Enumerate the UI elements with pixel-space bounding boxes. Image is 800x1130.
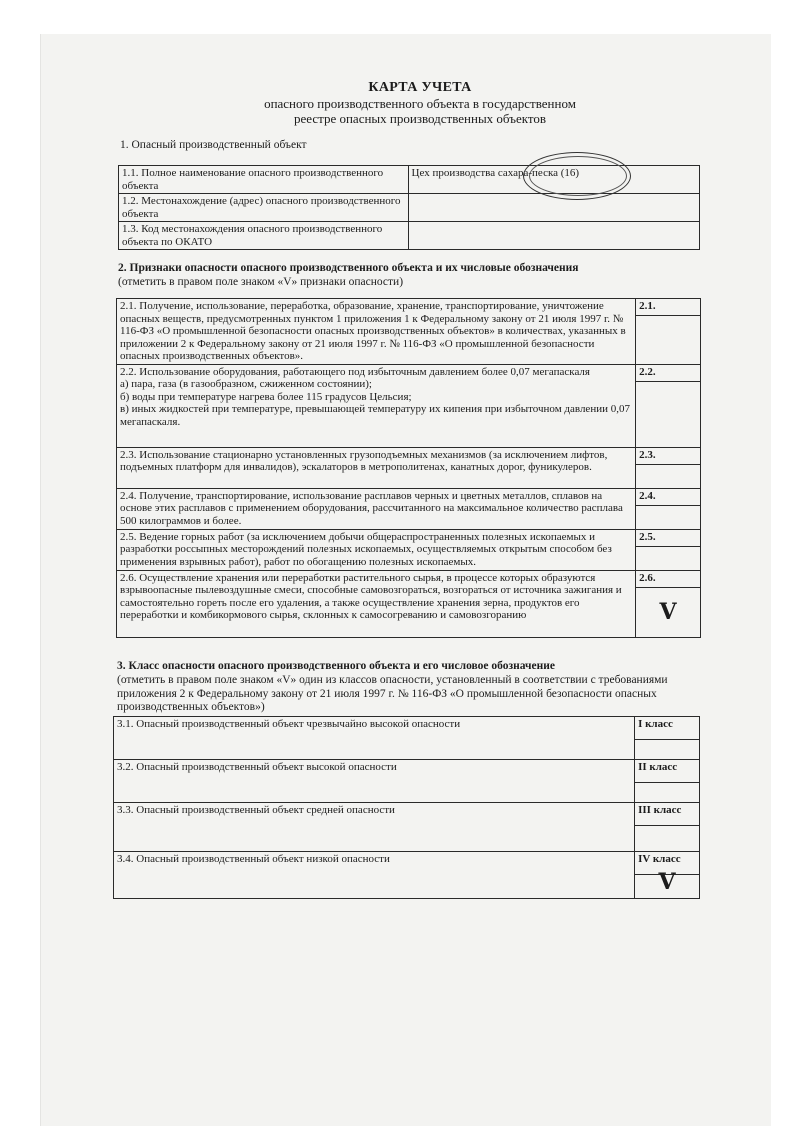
table-row: [117, 529, 701, 546]
object-address-label: 1.2. Местонахождение (адрес) опасного производственного объекта: [119, 194, 409, 222]
section2-table: [116, 298, 701, 638]
hazard-2-3-code: 2.3.: [636, 447, 701, 464]
section1-heading: 1. Опасный производственный объект: [120, 139, 307, 151]
hazard-2-5-mark: [636, 546, 701, 570]
okato-code-value: [408, 222, 699, 250]
class-3-2-mark: [635, 783, 700, 803]
table-row: [114, 760, 700, 783]
class-3-1-label: I класс: [635, 717, 700, 740]
hazard-2-5-text: 2.5. Ведение горных работ (за исключением добычи общераспространенных полезных ископаемых и разработки россыпных месторождений полезных ископаемых, осуществляемых открытым способом без применения взрывных работ), работ по обогащению полезных ископаемых.: [117, 529, 636, 570]
hazard-2-6-mark: V: [636, 587, 701, 637]
table-row: [114, 852, 700, 875]
table-row: [117, 570, 701, 587]
object-name-value: Цех производства сахара-песка (16): [408, 166, 699, 194]
class-3-2-text: 3.2. Опасный производственный объект высокой опасности: [114, 760, 635, 803]
section3-heading: 3. Класс опасности опасного производственного объекта и его числовое обозначение: [117, 660, 555, 672]
hazard-2-6-text: 2.6. Осуществление хранения или переработки растительного сырья, в процессе которых образуются взрывоопасные пылевоздушные смеси, способные самовозгораться, возгораться от источника зажигания и самостоятельно гореть после его удаления, а также осуществление хранения зерна, продуктов его переработки и комбикормового сырья, склонных к самосогреванию и самовозгоранию: [117, 570, 636, 637]
hazard-2-4-text: 2.4. Получение, транспортирование, использование расплавов черных и цветных металлов, сплавов на основе этих расплавов с применением оборудования, рассчитанного на максимальное количество расплава 500 килограммов и более.: [117, 488, 636, 529]
table-row: [119, 222, 700, 250]
class-3-3-text: 3.3. Опасный производственный объект средней опасности: [114, 803, 635, 852]
class-3-3-mark: [635, 826, 700, 852]
class-3-2-label: II класс: [635, 760, 700, 783]
class-3-1-text: 3.1. Опасный производственный объект чрезвычайно высокой опасности: [114, 717, 635, 760]
section3-note: (отметить в правом поле знаком «V» один из классов опасности, установленный в соответствии с требованиями приложения 2 к Федеральному закону от 21 июля 1997 г. № 116-ФЗ «О промышленной безопасности опасных производственных объектов»): [117, 674, 668, 713]
object-name-label: 1.1. Полное наименование опасного производственного объекта: [119, 166, 409, 194]
hazard-2-1-text: 2.1. Получение, использование, переработка, образование, хранение, транспортирование, уничтожение опасных веществ, предусмотренных пунктом 1 приложения 1 к Федеральному закону от 21 июля 1997 г. № 116-ФЗ «О промышленной безопасности опасных производственных объектов» в количествах, указанных в приложении 2 к Федеральному закону от 21 июля 1997 г. № 116-ФЗ «О промышленной безопасности опасных производственных объектов».: [117, 299, 636, 365]
section2-note: (отметить в правом поле знаком «V» признаки опасности): [118, 276, 404, 288]
hazard-2-6-code: 2.6.: [636, 570, 701, 587]
hazard-2-5-code: 2.5.: [636, 529, 701, 546]
document-subtitle-1: опасного производственного объекта в государственном: [264, 96, 576, 111]
class-3-4-label: IV класс: [635, 852, 700, 875]
hazard-2-3-mark: [636, 464, 701, 488]
class-3-4-mark: V: [635, 875, 700, 899]
hazard-2-1-mark: [636, 316, 701, 365]
table-row: [117, 299, 701, 316]
hazard-2-1-code: 2.1.: [636, 299, 701, 316]
hazard-2-2-mark: [636, 381, 701, 447]
document-title: КАРТА УЧЕТА: [368, 80, 472, 95]
section3-table: [113, 716, 700, 899]
handwritten-circle-mark-inner: [529, 156, 627, 196]
document-subtitle-2: реестре опасных производственных объектов: [293, 111, 547, 126]
hazard-2-4-code: 2.4.: [636, 488, 701, 505]
table-row: [117, 447, 701, 464]
hazard-2-2-code: 2.2.: [636, 364, 701, 381]
table-row: [114, 803, 700, 826]
section2-heading: 2. Признаки опасности опасного производственного объекта и их числовые обозначения: [118, 262, 579, 274]
hazard-2-4-mark: [636, 505, 701, 529]
table-row: [117, 488, 701, 505]
class-3-4-text: 3.4. Опасный производственный объект низкой опасности: [114, 852, 635, 899]
hazard-2-2-text: 2.2. Использование оборудования, работающего под избыточным давлением более 0,07 мегапаскаля а) пара, газа (в газообразном, сжиженном состоянии); б) воды при температуре нагрева более 115 градусов Цельсия; в) иных жидкостей при температуре, превышающей температуру их кипения при избыточном давлении 0,07 мегапаскаля.: [117, 364, 636, 447]
table-row: [117, 364, 701, 381]
hazard-2-3-text: 2.3. Использование стационарно установленных грузоподъемных механизмов (за исключением лифтов, подъемных платформ для инвалидов), эскалаторов в метрополитенах, канатных дорог, фуникулеров.: [117, 447, 636, 488]
class-3-1-mark: [635, 740, 700, 760]
okato-code-label: 1.3. Код местонахождения опасного производственного объекта по ОКАТО: [119, 222, 409, 250]
table-row: [119, 194, 700, 222]
class-3-3-label: III класс: [635, 803, 700, 826]
table-row: [114, 717, 700, 740]
